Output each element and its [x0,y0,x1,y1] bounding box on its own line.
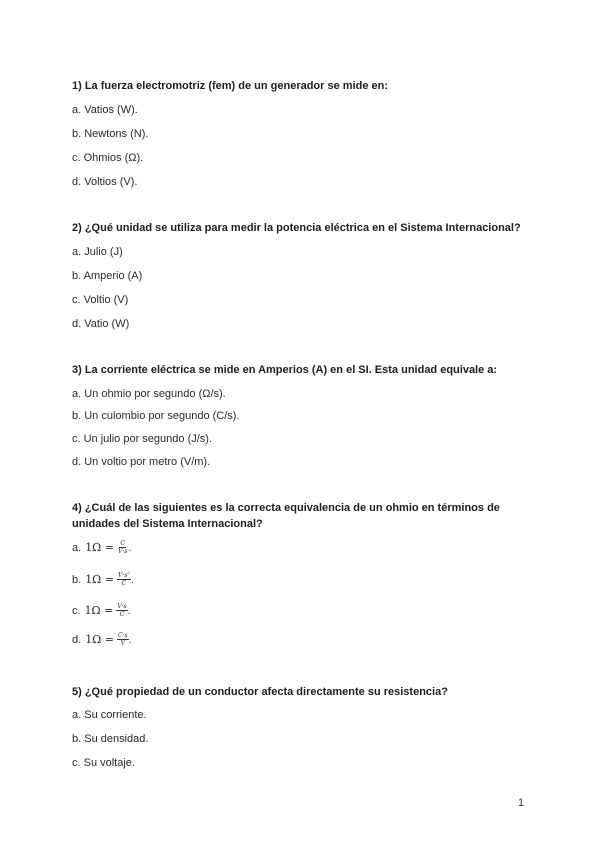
question-4-option-a: a. 1Ω = $\frac{C}{V\cdot s}$ . [72,540,132,555]
fraction [117,632,129,647]
question-4-option-b: b. 1Ω = $\frac{V\cdot s^2}{C}$ . [72,570,134,587]
question-3-option-c: c. Un julio por segundo (J/s). [72,433,213,445]
equation-lhs: 1Ω = [85,572,115,586]
question-3-option-b: b. Un culombio por segundo (C/s). [72,410,240,422]
question-1: 1) La fuerza electromotriz (fem) de un generador se mide en: [72,80,389,92]
question-1-option-c: c. Ohmios (Ω). [72,152,144,164]
fraction [117,540,128,555]
question-2-option-c: c. Voltio (V) [72,294,129,306]
fraction-denominator: C [121,580,127,587]
question-2-option-a: a. Julio (J) [72,246,123,258]
question-5-option-b: b. Su densidad. [72,733,149,745]
equation-lhs: 1Ω = [85,540,115,554]
equation-lhs: 1Ω = [84,603,114,617]
question-5-option-a: a. Su corriente. [72,709,147,721]
question-2-option-d: d. Vatio (W) [72,318,130,330]
question-4-option-c: c. 1Ω = $\frac{V\cdot s}{C}$ . [72,603,131,618]
question-5-option-c: c. Su voltaje. [72,757,135,769]
fraction-numerator: C [120,540,125,547]
question-3-option-a: a. Un ohmio por segundo (Ω/s). [72,388,226,400]
question-5: 5) ¿Qué propiedad de un conductor afecta directamente su resistencia? [72,686,448,698]
fraction-numerator: V·s [118,572,128,579]
fraction [117,572,131,587]
equation-lhs: 1Ω = [85,632,115,646]
question-2: 2) ¿Qué unidad se utiliza para medir la potencia eléctrica en el Sistema Internacional? [72,222,521,234]
option-label: b. [72,573,82,586]
question-3-option-d: d. Un voltio por metro (V/m). [72,456,211,468]
question-4: 4) ¿Cuál de las siguientes es la correcta equivalencia de un ohmio en términos de unidades del Sistema Internacional? [72,502,500,530]
question-1-option-b: b. Newtons (N). [72,128,149,140]
question-4-option-d: d. 1Ω = $\frac{C\cdot s}{V}$ . [72,632,132,647]
fraction [116,603,127,618]
option-label: c. [72,604,81,617]
fraction-numerator: C·s [118,632,128,639]
question-1-option-d: d. Voltios (V). [72,176,138,188]
page-number: 1 [518,797,525,809]
option-label: a. [72,541,82,554]
fraction-exponent: 2 [127,570,130,575]
question-1-option-a: a. Vatios (W). [72,104,138,116]
fraction-numerator: V·s [117,603,127,610]
option-label: d. [72,633,82,646]
fraction-denominator: V·s [118,548,128,555]
fraction-denominator: C [119,611,125,618]
fraction-denominator: V [120,640,125,647]
question-3: 3) La corriente eléctrica se mide en Amperios (A) en el SI. Esta unidad equivale a: [72,364,498,376]
question-2-option-b: b. Amperio (A) [72,270,143,282]
